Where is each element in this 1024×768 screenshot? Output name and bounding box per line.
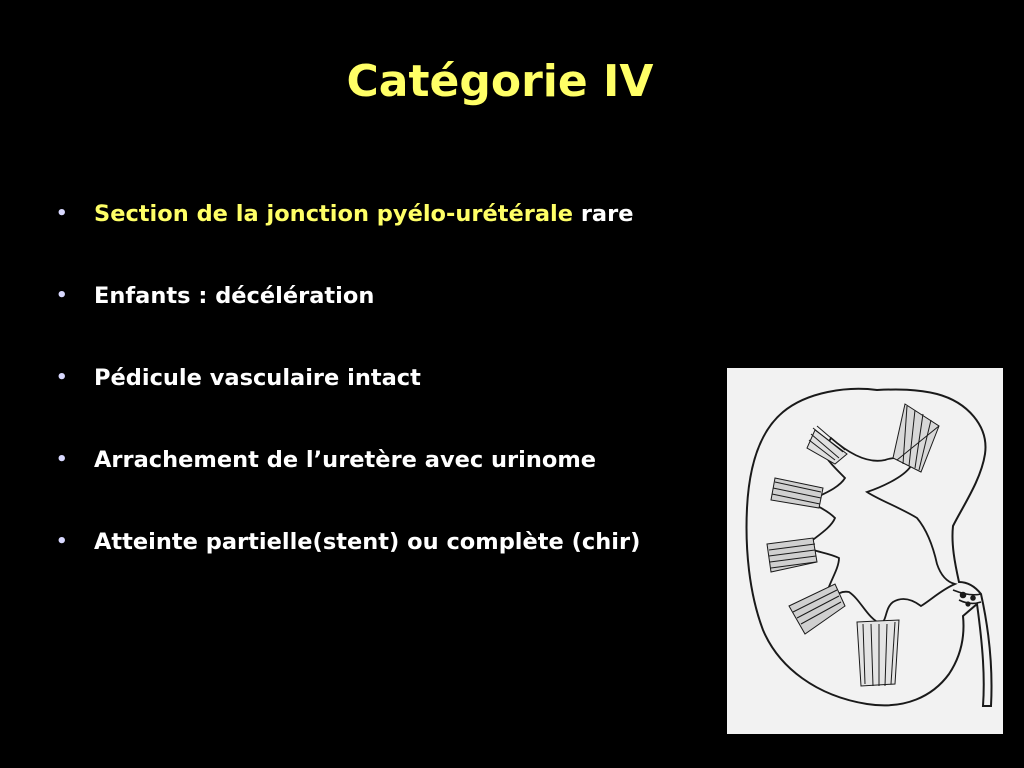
bullet-point-icon: •: [56, 531, 68, 552]
bullet-list: [56, 192, 736, 602]
bullet-text: Atteinte partielle(stent) ou complète (chir): [94, 529, 641, 555]
bullet-text: Arrachement de l’uretère avec urinome: [94, 447, 597, 473]
bullet-item: [56, 520, 736, 602]
bullet-text: Pédicule vasculaire intact: [94, 365, 421, 391]
bullet-item: [56, 356, 736, 438]
bullet-item: [56, 274, 736, 356]
slide-title: Catégorie IV: [346, 56, 654, 107]
bullet-point-icon: •: [56, 449, 68, 470]
bullet-item: [56, 192, 736, 274]
bullet-text: [94, 192, 633, 236]
bullet-plain: rare: [573, 201, 634, 227]
bullet-point-icon: •: [56, 285, 68, 306]
kidney-illustration-icon: [727, 368, 1003, 734]
bullet-point-icon: •: [56, 203, 68, 224]
bullet-highlight: Section de la jonction pyélo-urétérale: [94, 201, 573, 227]
bullet-item: [56, 438, 736, 520]
kidney-illustration: [727, 368, 1003, 734]
bullet-text: Enfants : décélération: [94, 283, 375, 309]
bullet-point-icon: •: [56, 367, 68, 388]
